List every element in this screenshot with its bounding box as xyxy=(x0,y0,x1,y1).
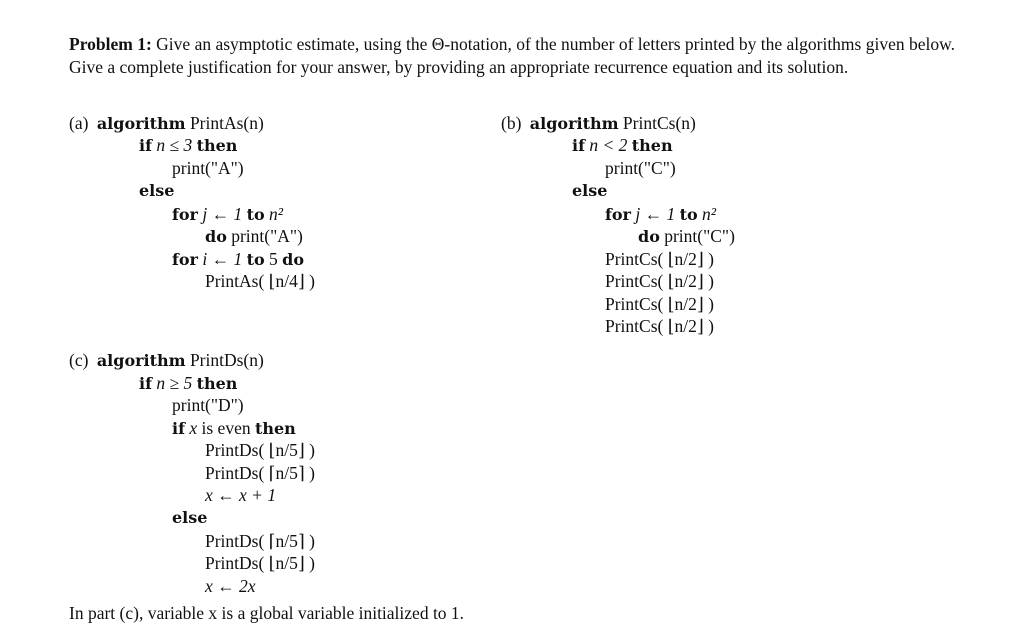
condition: n ≤ 3 xyxy=(156,135,193,155)
part-c-if xyxy=(139,373,237,394)
part-c-call-3: PrintDs( ⌈n/5⌉ ) xyxy=(205,531,315,551)
part-a-if xyxy=(139,135,237,156)
part-a-print: print("A") xyxy=(172,158,244,178)
part-b-call-4: PrintCs( ⌊n/2⌋ ) xyxy=(605,316,714,336)
if-keyword: if xyxy=(572,136,585,155)
to-keyword: to xyxy=(679,205,698,224)
part-a-else: else xyxy=(139,181,175,200)
variable-x: x xyxy=(189,418,198,438)
part-b-call-3: PrintCs( ⌊n/2⌋ ) xyxy=(605,294,714,314)
algorithm-keyword: algorithm xyxy=(96,114,186,133)
loop-init: j ← 1 xyxy=(635,204,676,224)
algorithm-name: PrintCs(n) xyxy=(622,113,696,133)
do-keyword: do xyxy=(282,250,305,269)
do-keyword: do xyxy=(205,227,227,246)
part-b-header xyxy=(501,113,696,134)
part-c-label: (c) xyxy=(69,350,89,370)
part-a-recursive-call: PrintAs( ⌊n/4⌋ ) xyxy=(205,271,315,291)
algorithm-keyword: algorithm xyxy=(96,351,186,370)
to-keyword: to xyxy=(246,250,265,269)
if-keyword: if xyxy=(139,136,152,155)
loop-init: i ← 1 xyxy=(202,249,243,269)
part-c-if-even xyxy=(172,418,296,439)
for-keyword: for xyxy=(605,205,631,224)
loop-end: 5 xyxy=(269,249,278,269)
loop-end: n² xyxy=(702,204,717,224)
footnote: In part (c), variable x is a global variable initialized to 1. xyxy=(69,603,465,623)
condition: n < 2 xyxy=(589,135,628,155)
part-a-for-1 xyxy=(172,204,283,225)
to-keyword: to xyxy=(246,205,265,224)
part-c-call-2: PrintDs( ⌈n/5⌉ ) xyxy=(205,463,315,483)
then-keyword: then xyxy=(196,374,238,393)
part-a-for-2 xyxy=(172,249,304,270)
part-c-else: else xyxy=(172,508,208,527)
loop-end: n² xyxy=(269,204,284,224)
part-c-call-4: PrintDs( ⌊n/5⌋ ) xyxy=(205,553,315,573)
condition-text: is even xyxy=(201,418,251,438)
algorithm-name: PrintDs(n) xyxy=(189,350,264,370)
part-b-call-2: PrintCs( ⌊n/2⌋ ) xyxy=(605,271,714,291)
for-keyword: for xyxy=(172,250,198,269)
part-c-assign-2: x ← 2x xyxy=(205,576,256,596)
algorithm-name: PrintAs(n) xyxy=(189,113,264,133)
problem-statement xyxy=(69,33,959,78)
part-b-label: (b) xyxy=(501,113,522,133)
part-b-else: else xyxy=(572,181,608,200)
loop-body: print("A") xyxy=(231,226,303,246)
loop-init: j ← 1 xyxy=(202,204,243,224)
loop-body: print("C") xyxy=(664,226,735,246)
problem-label: Problem 1: xyxy=(69,34,152,54)
part-c-print: print("D") xyxy=(172,395,244,415)
then-keyword: then xyxy=(254,419,296,438)
then-keyword: then xyxy=(196,136,238,155)
then-keyword: then xyxy=(631,136,673,155)
part-a-do-1 xyxy=(205,226,303,247)
do-keyword: do xyxy=(638,227,660,246)
part-b-for xyxy=(605,204,716,225)
part-b-call-1: PrintCs( ⌊n/2⌋ ) xyxy=(605,249,714,269)
part-b-print: print("C") xyxy=(605,158,676,178)
part-c-call-1: PrintDs( ⌊n/5⌋ ) xyxy=(205,440,315,460)
part-c-assign-1: x ← x + 1 xyxy=(205,485,277,505)
part-a-header xyxy=(69,113,264,134)
part-c-header xyxy=(69,350,264,371)
problem-text: Give an asymptotic estimate, using the Θ-notation, of the number of letters printed by the algorithms given below. Give a complete justification for your answer, by providing an appropriate recurrence equation and its solution. xyxy=(69,34,955,77)
algorithm-keyword: algorithm xyxy=(529,114,619,133)
for-keyword: for xyxy=(172,205,198,224)
part-a-label: (a) xyxy=(69,113,89,133)
part-b-do xyxy=(638,226,735,247)
part-b-if xyxy=(572,135,673,156)
if-keyword: if xyxy=(172,419,185,438)
condition: n ≥ 5 xyxy=(156,373,193,393)
if-keyword: if xyxy=(139,374,152,393)
